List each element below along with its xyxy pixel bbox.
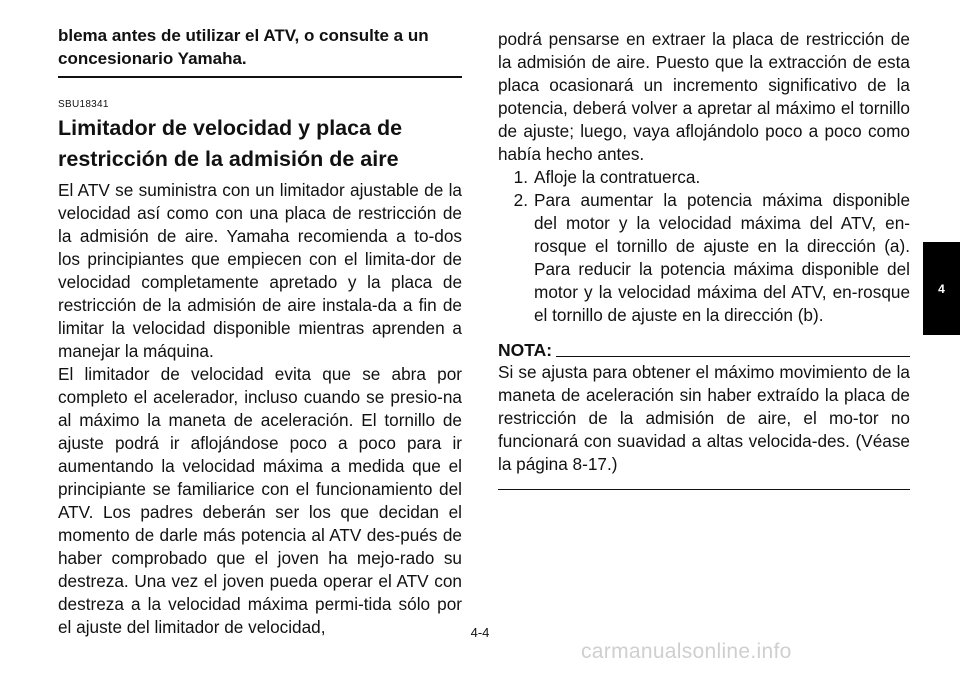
steps-list xyxy=(498,166,910,327)
heading-line-2: restricción de la admisión de aire xyxy=(58,147,399,171)
step-text: Afloje la contratuerca. xyxy=(534,167,701,187)
step-text: Para aumentar la potencia máxima disponible del motor y la velocidad máxima del ATV, en-rosque el tornillo de ajuste en la dirección (a). Para reducir la potencia máxima disponible del motor y la velocidad máxima del ATV, en-rosque el tornillo de ajuste en la dirección (b). xyxy=(534,190,910,325)
step-number: 1. xyxy=(513,167,528,187)
left-column xyxy=(58,0,462,639)
page-number: 4-4 xyxy=(470,625,490,640)
list-item xyxy=(498,166,910,189)
right-column xyxy=(498,0,910,490)
divider xyxy=(58,76,462,78)
paragraph: El limitador de velocidad evita que se abra por completo el acelerador, incluso cuando se presio-na al máximo la maneta de aceleración. El tornillo de ajuste podrá ir aflojándose poco a poco para ir aumentando la velocidad máxima a medida que el principiante se familiarice con el funcionamiento del ATV. Los padres deberán ser los que decidan el momento de darle más potencia al ATV des-pués de haber comprobado que el joven ha mejo-rado su destreza. Una vez el joven pueda operar el ATV con destreza a la velocidad máxima permi-tida sólo por el ajuste del limitador de velocidad, xyxy=(58,364,462,637)
step-number: 2. xyxy=(513,190,528,210)
list-item xyxy=(498,189,910,327)
paragraph: El ATV se suministra con un limitador ajustable de la velocidad así como con una placa de restricción de la admisión de aire. Yamaha recomienda a to-dos los principiantes que empiecen con el limita-dor de velocidad completamente apretado y la placa de restricción de la admisión de aire instala-da a fin de limitar la velocidad disponible mientras aprenden a manejar la máquina. xyxy=(58,180,462,361)
watermark: carmanualsonline.info xyxy=(581,640,792,663)
paragraph: podrá pensarse en extraer la placa de restricción de la admisión de aire. Puesto que la extracción de esta placa ocasionará un incremento significativo de la potencia, deberá volver a apretar al máximo el tornillo de ajuste; luego, vaya aflojándolo poco a poco como había hecho antes. xyxy=(498,29,910,164)
intro-text: blema antes de utilizar el ATV, o consulte a un concesionario Yamaha. xyxy=(58,26,429,68)
note-header xyxy=(498,339,910,361)
note-label: NOTA: xyxy=(498,340,553,360)
heading-line-1: Limitador de velocidad y placa de xyxy=(58,116,403,140)
note-end-rule xyxy=(498,489,910,490)
note-rule xyxy=(556,356,910,357)
section-code: SBU18341 xyxy=(58,99,109,110)
chapter-tab: 4 xyxy=(923,242,960,335)
note-text: Si se ajusta para obtener el máximo movimiento de la maneta de aceleración sin haber extraído la placa de restricción de la admisión de aire, el mo-tor no funcionará con suavidad a altas velocida-des. (Véase la página 8-17.) xyxy=(498,362,910,474)
section-heading xyxy=(58,113,462,175)
